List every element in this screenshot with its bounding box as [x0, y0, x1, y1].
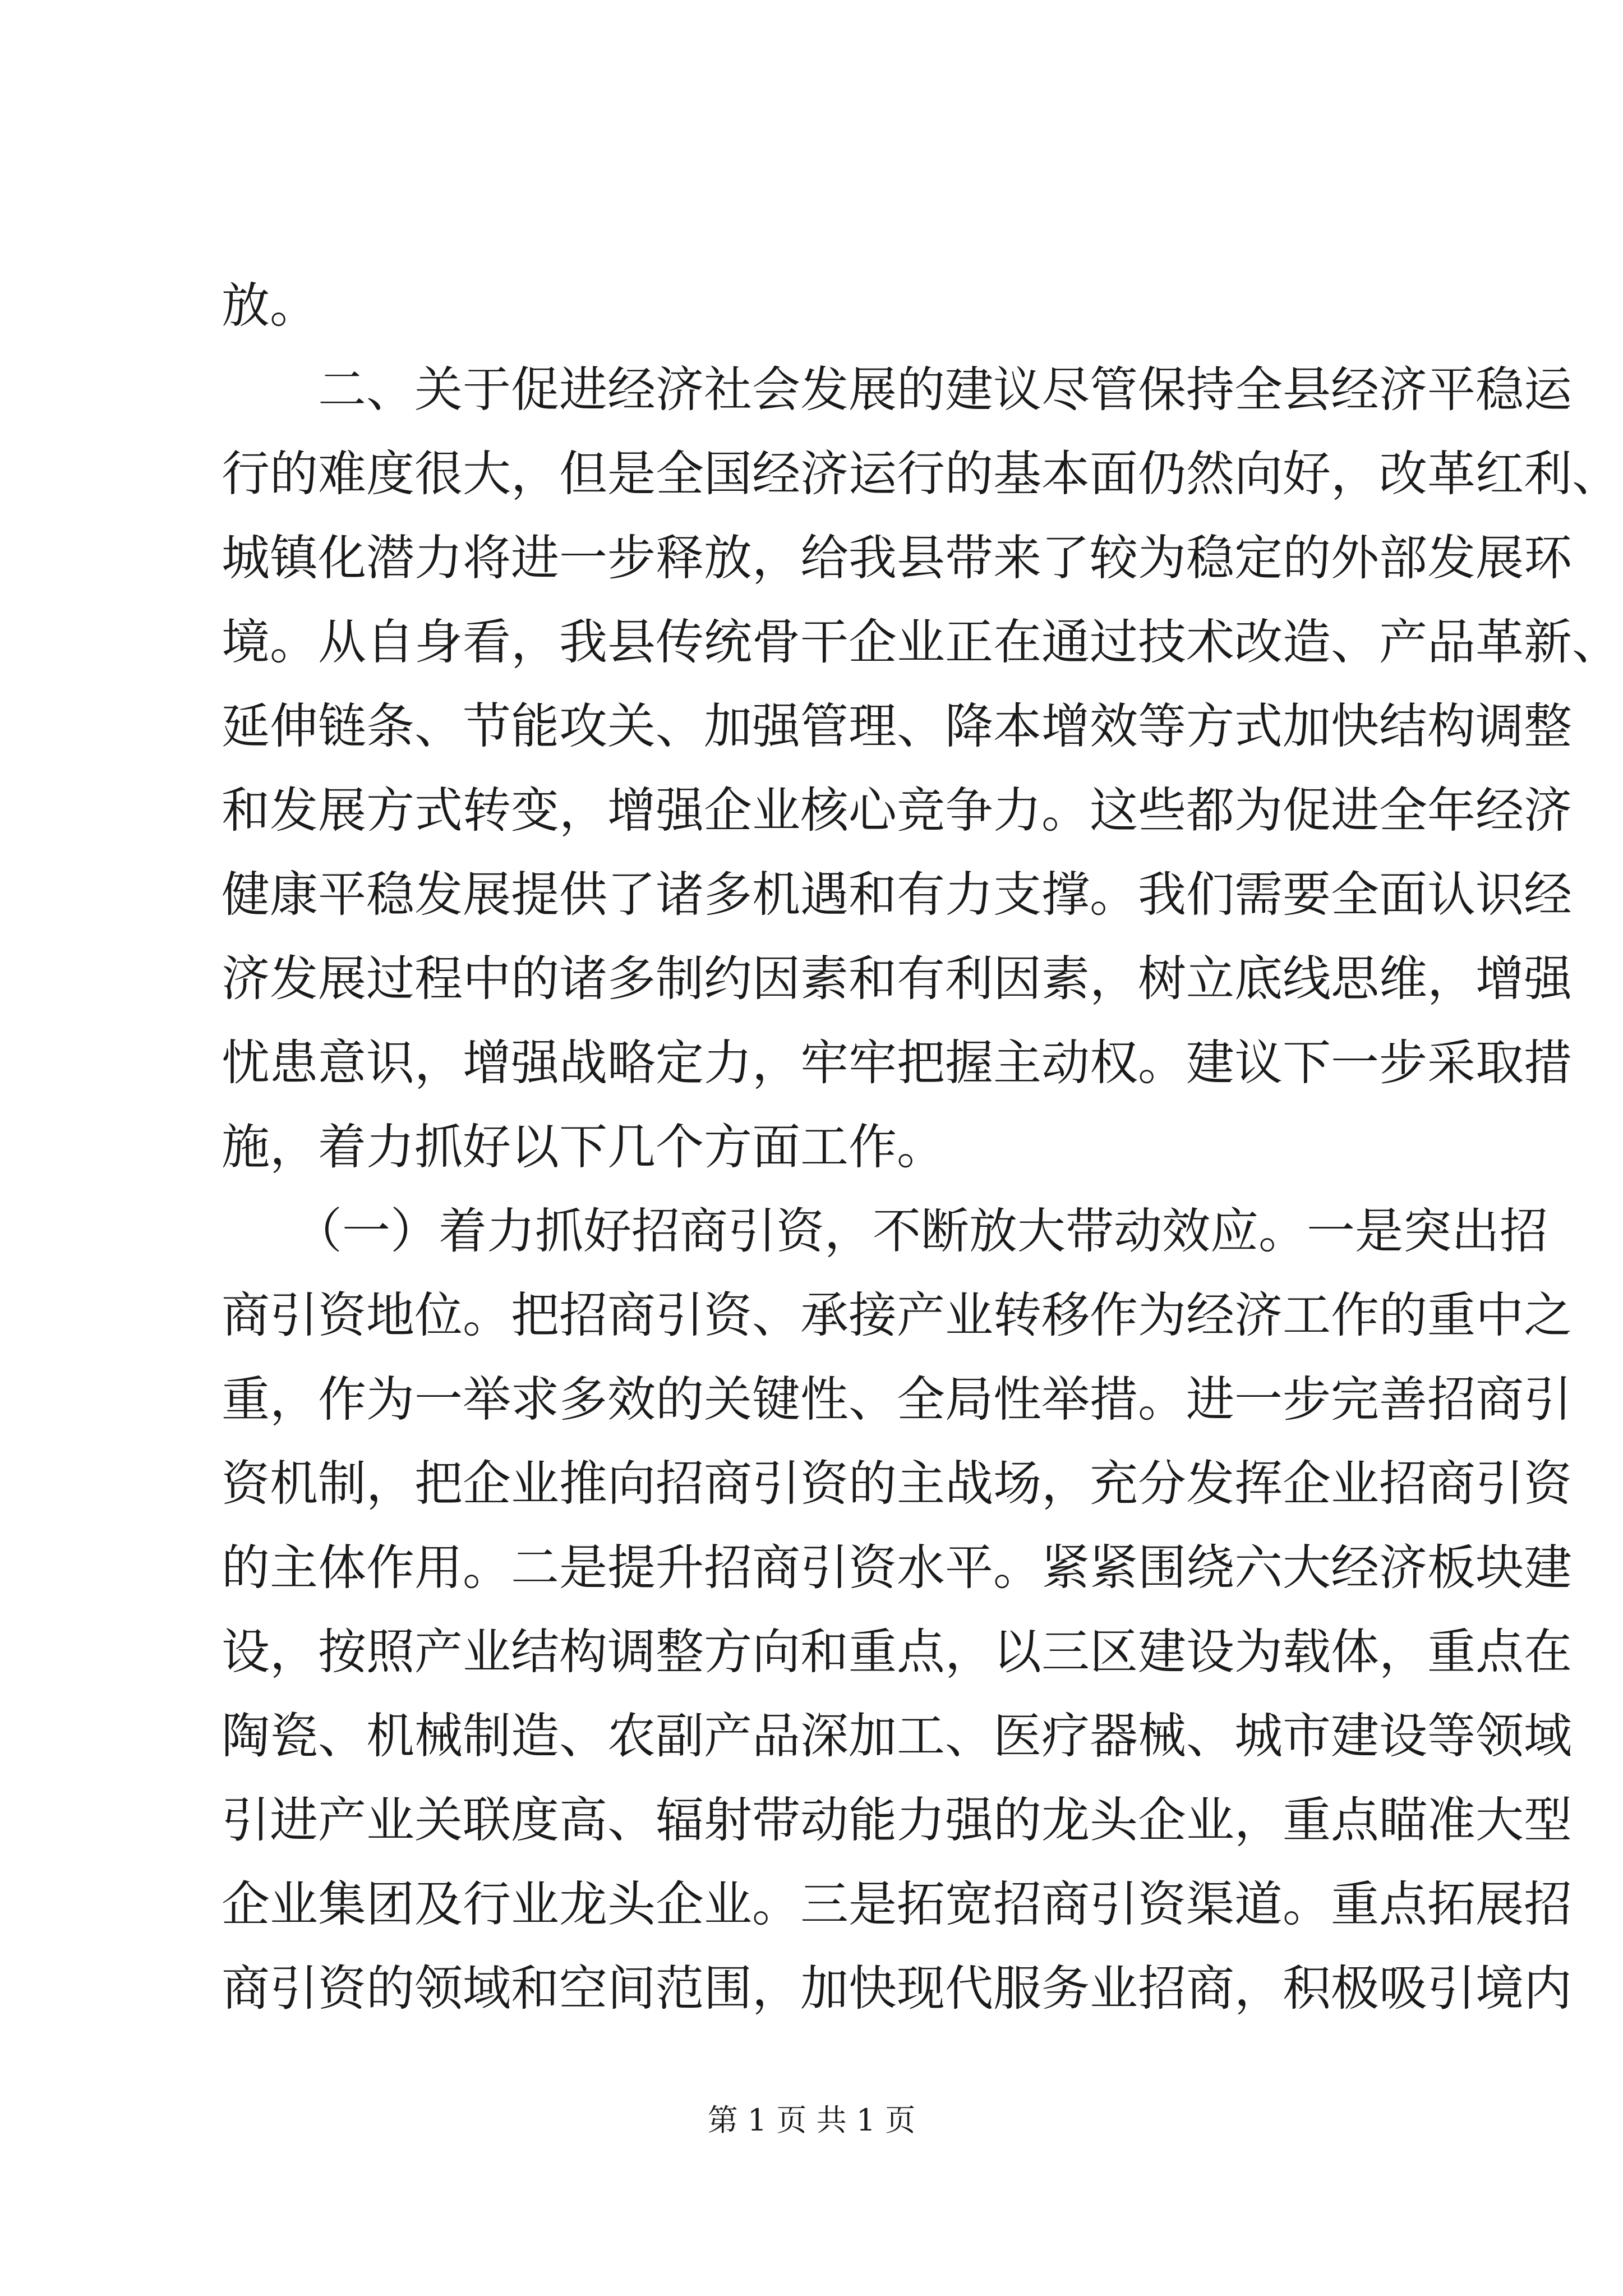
- text-line: 济发展过程中的诸多制约因素和有利因素，树立底线思维，增强: [222, 951, 1572, 1007]
- text-line: 延伸链条、节能攻关、加强管理、降本增效等方式加快结构调整: [222, 698, 1572, 754]
- text-line: 设，按照产业结构调整方向和重点，以三区建设为载体，重点在: [222, 1624, 1572, 1680]
- text-line: 资机制，把企业推向招商引资的主战场，充分发挥企业招商引资: [222, 1456, 1572, 1512]
- text-line: 境。从自身看，我县传统骨干企业正在通过技术改造、产品革新、: [222, 614, 1620, 670]
- text-line: 忧患意识，增强战略定力，牢牢把握主动权。建议下一步采取措: [222, 1035, 1572, 1091]
- text-line: 城镇化潜力将进一步释放，给我县带来了较为稳定的外部发展环: [222, 530, 1572, 586]
- text-line: 商引资地位。把招商引资、承接产业转移作为经济工作的重中之: [222, 1287, 1572, 1343]
- text-line: 的主体作用。二是提升招商引资水平。紧紧围绕六大经济板块建: [222, 1540, 1572, 1596]
- text-line: 重，作为一举求多效的关键性、全局性举措。进一步完善招商引: [222, 1372, 1572, 1428]
- text-line: 陶瓷、机械制造、农副产品深加工、医疗器械、城市建设等领域: [222, 1708, 1572, 1764]
- text-line: 商引资的领域和空间范围，加快现代服务业招商，积极吸引境内: [222, 1961, 1572, 2017]
- text-line: 引进产业关联度高、辐射带动能力强的龙头企业，重点瞄准大型: [222, 1792, 1572, 1848]
- page-number-footer: 第 1 页 共 1 页: [707, 2102, 916, 2138]
- text-line: 放。: [222, 278, 318, 334]
- text-line: 企业集团及行业龙头企业。三是拓宽招商引资渠道。重点拓展招: [222, 1876, 1572, 1932]
- text-line: （一）着力抓好招商引资，不断放大带动效应。一是突出招: [222, 1203, 1548, 1259]
- text-line: 和发展方式转变，增强企业核心竞争力。这些都为促进全年经济: [222, 783, 1572, 839]
- text-line: 施，着力抓好以下几个方面工作。: [222, 1119, 945, 1175]
- text-line: 行的难度很大，但是全国经济运行的基本面仍然向好，改革红利、: [222, 446, 1620, 502]
- text-line: 二、关于促进经济社会发展的建议尽管保持全县经济平稳运: [222, 362, 1572, 418]
- text-line: 健康平稳发展提供了诸多机遇和有力支撑。我们需要全面认识经: [222, 867, 1572, 923]
